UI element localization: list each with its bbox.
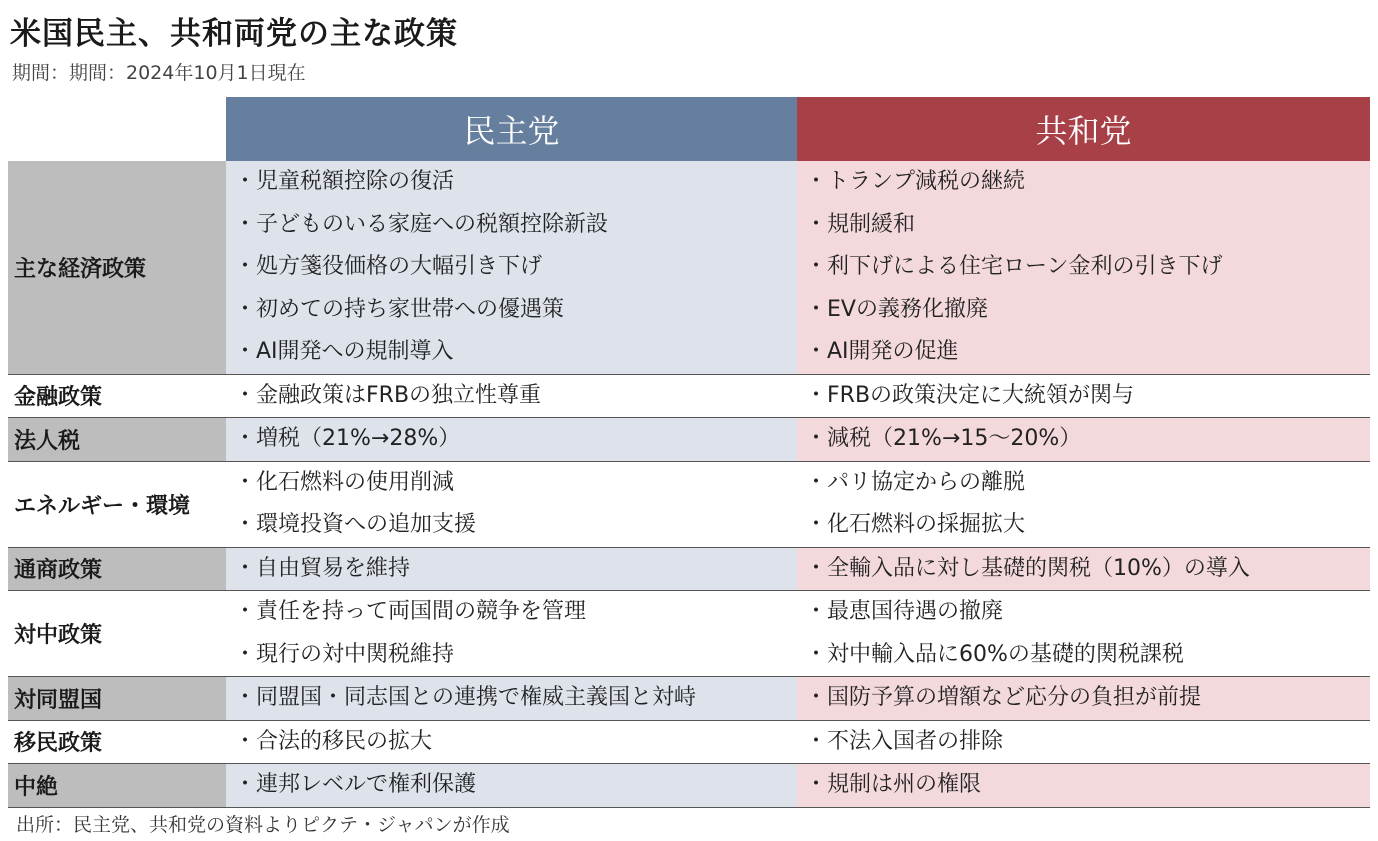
democrat-policy-item: ・連邦レベルで権利保護 <box>234 772 477 797</box>
policy-row <box>8 677 1370 721</box>
republican-policy-list <box>797 764 1370 807</box>
policy-category: 法人税 <box>8 418 226 462</box>
policy-category: 金融政策 <box>8 374 226 418</box>
republican-policy-item: ・最恵国待遇の撤廃 <box>805 599 1004 624</box>
democrat-policy-item: ・AI開発への規制導入 <box>234 339 454 364</box>
democrat-policy-item: ・処方箋役価格の大幅引き下げ <box>234 254 543 279</box>
democrat-policy-cell <box>226 591 797 677</box>
republican-policy-cell <box>797 591 1370 677</box>
header-blank-cell <box>8 97 226 161</box>
republican-policy-list <box>797 418 1370 461</box>
democrat-policy-list <box>226 418 797 461</box>
header-democrat: 民主党 <box>226 97 797 161</box>
policy-category: 対同盟国 <box>8 677 226 721</box>
democrat-policy-item: ・自由貿易を維持 <box>234 555 411 581</box>
republican-policy-cell <box>797 374 1370 418</box>
democrat-policy-item: ・環境投資への追加支援 <box>234 512 477 537</box>
republican-policy-cell <box>797 547 1370 591</box>
democrat-policy-cell <box>226 374 797 418</box>
policy-row <box>8 418 1370 462</box>
democrat-policy-list <box>226 375 797 418</box>
republican-policy-item: ・トランプ減税の継続 <box>805 169 1026 194</box>
democrat-policy-list <box>226 548 797 591</box>
democrat-policy-list <box>226 462 797 547</box>
republican-policy-list <box>797 462 1370 547</box>
republican-policy-cell <box>797 677 1370 721</box>
policy-row <box>8 461 1370 547</box>
republican-policy-item: ・規制は州の権限 <box>805 772 982 797</box>
republican-policy-item: ・EVの義務化撤廃 <box>805 296 988 322</box>
policy-row <box>8 374 1370 418</box>
republican-policy-list <box>797 375 1370 418</box>
republican-policy-list <box>797 161 1370 374</box>
page-title: 米国民主、共和両党の主な政策 <box>10 16 458 52</box>
democrat-policy-cell <box>226 161 797 374</box>
policy-category: 中絶 <box>8 764 226 808</box>
democrat-policy-item: ・同盟国・同志国との連携で権威主義国と対峙 <box>234 685 697 710</box>
republican-policy-cell <box>797 720 1370 764</box>
democrat-policy-cell <box>226 547 797 591</box>
policy-comparison-table <box>8 97 1370 808</box>
policy-row <box>8 547 1370 591</box>
table-body <box>8 161 1370 807</box>
republican-policy-item: ・FRBの政策決定に大統領が関与 <box>805 382 1135 408</box>
republican-policy-item: ・全輸入品に対し基礎的関税（10%）の導入 <box>805 555 1250 581</box>
republican-policy-cell <box>797 764 1370 808</box>
democrat-policy-list <box>226 591 797 676</box>
source-note: 出所：民主党、共和党の資料よりピクテ・ジャパンが作成 <box>16 814 510 836</box>
democrat-policy-item: ・化石燃料の使用削減 <box>234 469 455 495</box>
republican-policy-list <box>797 591 1370 676</box>
democrat-policy-item: ・合法的移民の拡大 <box>234 728 433 754</box>
republican-policy-item: ・パリ協定からの離脱 <box>805 469 1026 495</box>
democrat-policy-item: ・児童税額控除の復活 <box>234 169 455 194</box>
republican-policy-list <box>797 548 1370 591</box>
republican-policy-list <box>797 721 1370 764</box>
policy-row <box>8 591 1370 677</box>
policy-row <box>8 161 1370 374</box>
policy-category: 通商政策 <box>8 547 226 591</box>
democrat-policy-list <box>226 721 797 764</box>
republican-policy-item: ・AI開発の促進 <box>805 339 959 364</box>
democrat-policy-item: ・子どものいる家庭への税額控除新設 <box>234 211 609 237</box>
republican-policy-item: ・不法入国者の排除 <box>805 728 1004 754</box>
header-republican: 共和党 <box>797 97 1370 161</box>
democrat-policy-cell <box>226 418 797 462</box>
republican-policy-item: ・対中輸入品に60%の基礎的関税課税 <box>805 641 1184 667</box>
democrat-policy-list <box>226 764 797 807</box>
republican-policy-item: ・国防予算の増額など応分の負担が前提 <box>805 685 1202 710</box>
date-subtitle: 期間：期間：2024年10月1日現在 <box>12 62 306 84</box>
democrat-policy-cell <box>226 461 797 547</box>
republican-policy-item: ・化石燃料の採掘拡大 <box>805 512 1026 537</box>
policy-category: 対中政策 <box>8 591 226 677</box>
policy-category: エネルギー・環境 <box>8 461 226 547</box>
policy-category: 移民政策 <box>8 720 226 764</box>
republican-policy-cell <box>797 461 1370 547</box>
democrat-policy-item: ・初めての持ち家世帯への優遇策 <box>234 296 565 322</box>
policy-row <box>8 764 1370 808</box>
republican-policy-cell <box>797 418 1370 462</box>
republican-policy-item: ・利下げによる住宅ローン金利の引き下げ <box>805 254 1223 279</box>
republican-policy-list <box>797 677 1370 720</box>
democrat-policy-item: ・責任を持って両国間の競争を管理 <box>234 599 587 624</box>
democrat-policy-cell <box>226 764 797 808</box>
democrat-policy-cell <box>226 720 797 764</box>
democrat-policy-item: ・増税（21%→28%） <box>234 426 461 451</box>
republican-policy-item: ・規制緩和 <box>805 211 916 237</box>
democrat-policy-item: ・金融政策はFRBの独立性尊重 <box>234 382 542 408</box>
policy-category: 主な経済政策 <box>8 161 226 374</box>
republican-policy-item: ・減税（21%→15～20%） <box>805 426 1082 451</box>
democrat-policy-list <box>226 677 797 720</box>
democrat-policy-cell <box>226 677 797 721</box>
democrat-policy-item: ・現行の対中関税維持 <box>234 641 455 667</box>
democrat-policy-list <box>226 161 797 374</box>
policy-row <box>8 720 1370 764</box>
republican-policy-cell <box>797 161 1370 374</box>
